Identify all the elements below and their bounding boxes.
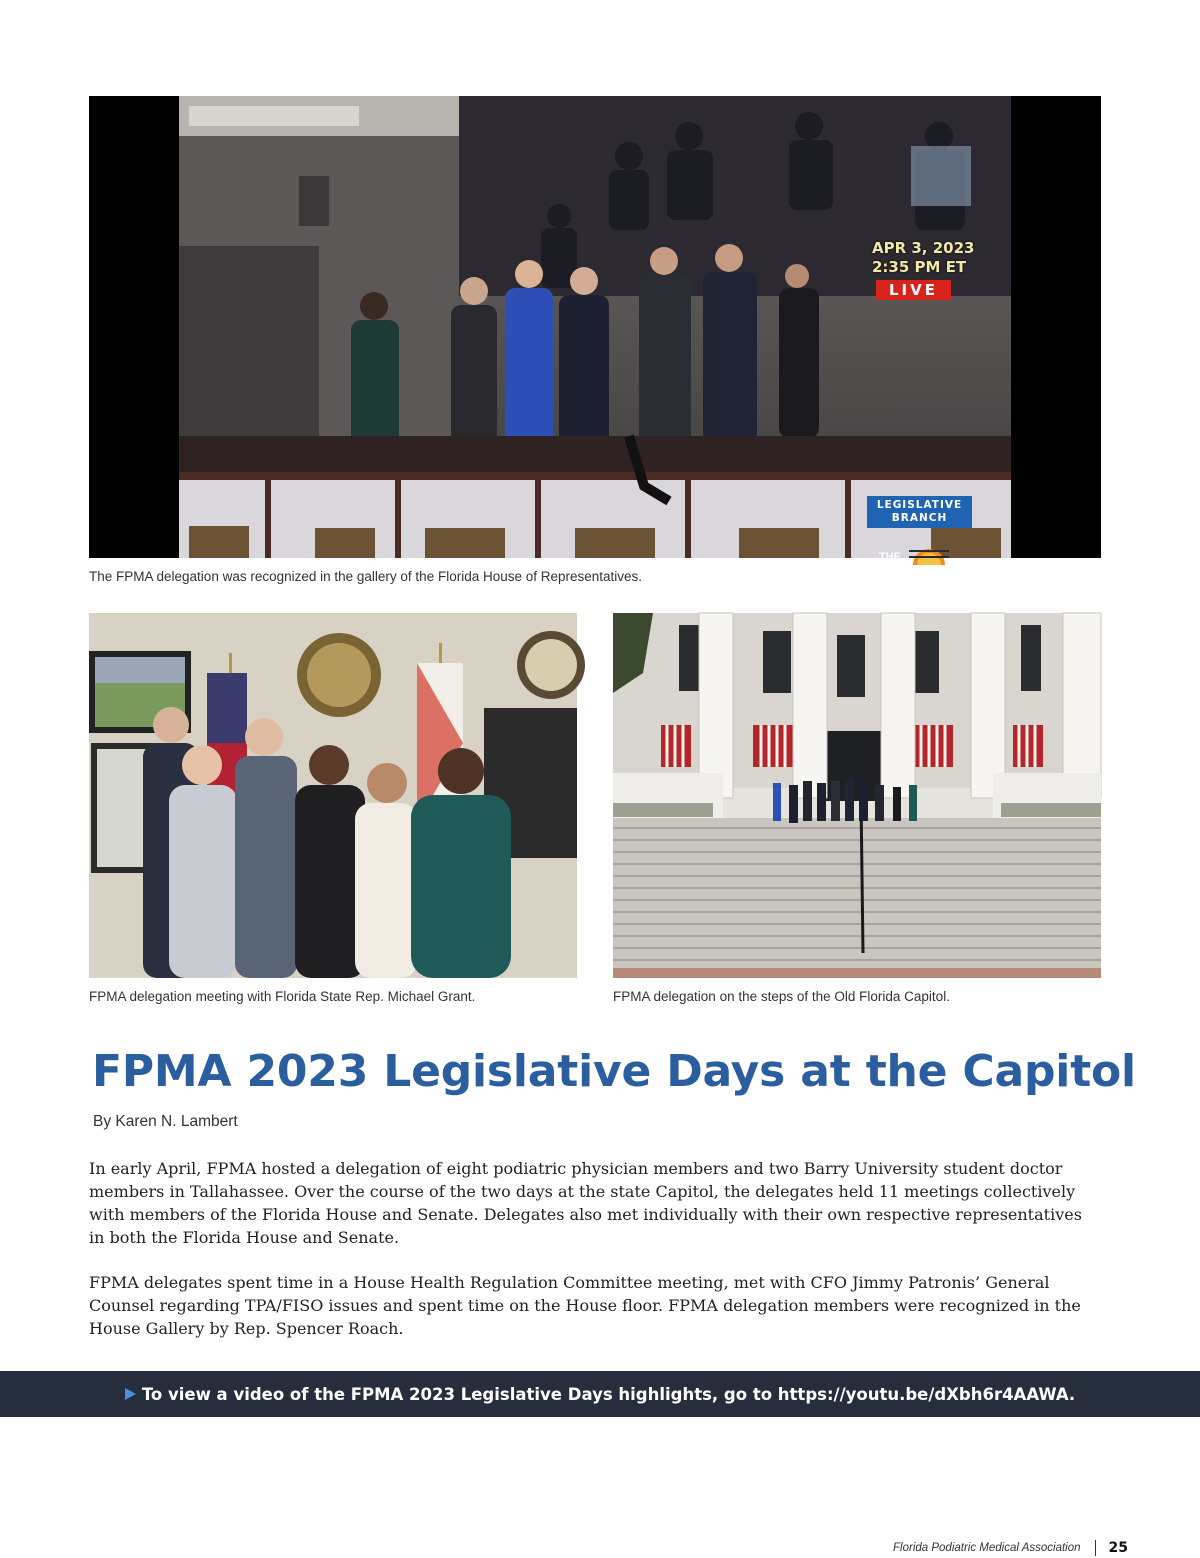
capitol-photo-caption: FPMA delegation on the steps of the Old Florida Capitol. (613, 989, 950, 1004)
article-title: FPMA 2023 Legislative Days at the Capitol (92, 1046, 1136, 1097)
branch-line-1: LEGISLATIVE (876, 499, 963, 511)
channel-logo-the: THE (879, 551, 901, 563)
video-banner-link-text[interactable]: To view a video of the FPMA 2023 Legislative Days highlights, go to https://youtu.be/dXbh6r4AAWA. (141, 1384, 1076, 1404)
channel-logo-sub: CHANNEL (909, 580, 956, 590)
office-photo (89, 613, 577, 978)
footer-divider (1095, 1540, 1096, 1556)
page-number: 25 (1108, 1540, 1128, 1556)
sunrise-logo-icon (909, 541, 949, 565)
capitol-photo (613, 613, 1101, 978)
broadcast-time: 2:35 PM ET (872, 258, 967, 276)
florida-channel-logo (879, 541, 971, 591)
footer-organization: Florida Podiatric Medical Association (893, 1542, 1081, 1554)
article-paragraph-1: In early April, FPMA hosted a delegation of eight podiatric physician members and two Barry University student doctor members in Tallahassee. Over the course of the two days at the state Capitol, the delegates held 11 meetings collectively with members of the Florida House and Senate. Delegates also met individually with their own respective representatives in both the Florida House and Senate. (89, 1159, 1082, 1247)
capitol-photo-image (613, 613, 1101, 978)
broadcast-timestamp (872, 239, 974, 277)
article-byline: By Karen N. Lambert (93, 1113, 238, 1130)
page-footer (893, 1540, 1128, 1556)
play-icon (125, 1388, 136, 1400)
channel-logo-name: FLORIDA (877, 563, 952, 580)
broadcast-date: APR 3, 2023 (872, 239, 975, 257)
office-photo-image (89, 613, 577, 978)
branch-line-2: BRANCH (891, 512, 948, 524)
live-badge: LIVE (876, 280, 951, 300)
office-photo-caption: FPMA delegation meeting with Florida State Rep. Michael Grant. (89, 989, 476, 1004)
legislative-branch-badge (867, 496, 972, 528)
gallery-photo-caption: The FPMA delegation was recognized in the gallery of the Florida House of Representatives. (89, 569, 643, 584)
article-paragraph-2: FPMA delegates spent time in a House Health Regulation Committee meeting, met with CFO Jimmy Patronis’ General Counsel regarding TPA/FISO issues and spent time on the House floor. FPMA delegation members were recognized in the House Gallery by Rep. Spencer Roach. (89, 1273, 1081, 1338)
gallery-photo-image (89, 96, 1101, 558)
video-banner[interactable] (0, 1371, 1200, 1417)
